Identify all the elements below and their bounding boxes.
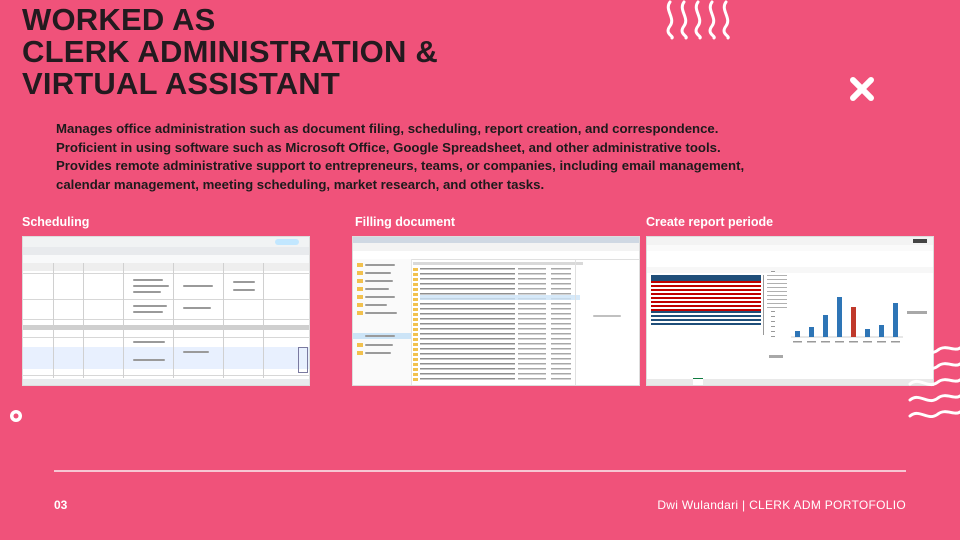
label-create-report: Create report periode (646, 215, 774, 229)
report-bar-chart (787, 275, 907, 363)
label-scheduling: Scheduling (22, 215, 90, 229)
screenshot-filing (352, 236, 640, 386)
description-paragraph-1: Manages office administration such as document filing, scheduling, report creation, and correspondence. Proficient in using software such as Microsoft Office, Google Spreadsheet, and other administrative tools. (56, 121, 721, 155)
title-line-1: WORKED AS (22, 2, 216, 37)
screenshot-report (646, 236, 934, 386)
close-x-icon (849, 76, 875, 102)
footer-divider (54, 470, 906, 472)
circle-dot-icon (9, 409, 23, 423)
page-number: 03 (54, 498, 68, 512)
screenshot-scheduling (22, 236, 310, 386)
description (56, 120, 756, 194)
page-title (22, 4, 438, 100)
description-paragraph-2: Provides remote administrative support to entrepreneurs, teams, or companies, including email management, calendar management, meeting scheduling, market research, and other tasks. (56, 158, 745, 192)
title-line-2: CLERK ADMINISTRATION & (22, 34, 438, 69)
label-filling-document: Filling document (355, 215, 455, 229)
wave-lines-bottom-icon (908, 338, 960, 418)
title-line-3: VIRTUAL ASSISTANT (22, 66, 341, 101)
footer-author: Dwi Wulandari | CLERK ADM PORTOFOLIO (657, 498, 906, 512)
wave-lines-icon (662, 0, 742, 40)
